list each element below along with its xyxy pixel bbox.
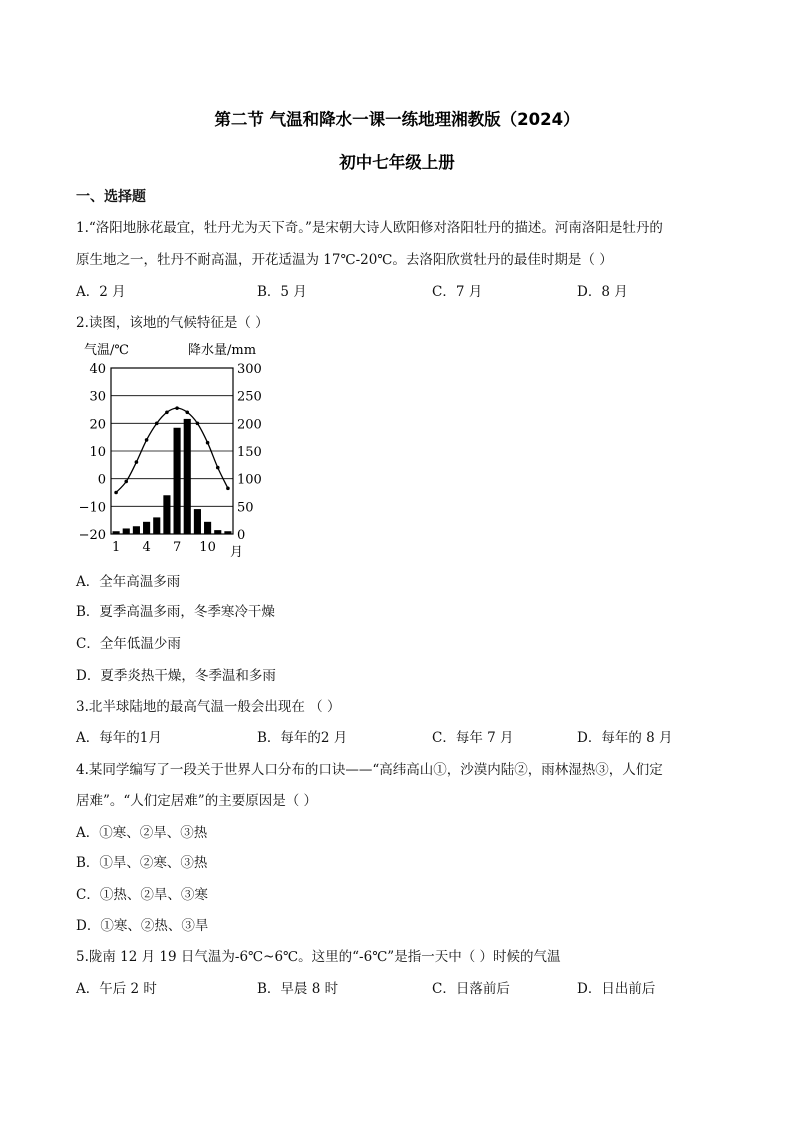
temperature-tick-label: 0 [97,472,106,488]
q1-option-a[interactable]: A．2 月 [76,284,126,300]
q4-option-a[interactable]: A．①寒、②旱、③热 [76,825,208,841]
precipitation-bar [204,522,211,534]
precipitation-tick-label: 50 [237,500,254,516]
precipitation-bar [143,522,150,534]
temperature-point [226,487,230,491]
temperature-tick-label: 40 [89,362,106,377]
q2-option-b[interactable]: B．夏季高温多雨，冬季寒冷干燥 [76,604,275,620]
precipitation-tick-label: 100 [237,472,262,488]
q1-option-d[interactable]: D．8 月 [577,284,628,300]
question-1-line-2: 原生地之一，牡丹不耐高温，开花适温为 17℃-20℃。去洛阳欣赏牡丹的最佳时期是（ ） [76,252,613,268]
temperature-point [185,410,189,414]
precipitation-bar [163,495,170,534]
precipitation-tick-label: 150 [237,445,262,460]
document-title: 第二节 气温和降水一课一练地理湘教版（2024） [214,110,580,129]
precipitation-bar [133,526,140,534]
question-1-line-1: 1.“洛阳地脉花最宜，牡丹尤为天下奇。”是宋朝大诗人欧阳修对洛阳牡丹的描述。河南洛阳是牡丹的 [76,220,663,236]
month-tick-label: 10 [199,540,216,555]
temperature-curve [116,408,228,492]
q3-option-c[interactable]: C．每年 7 月 [432,730,514,746]
climate-chart [76,338,286,566]
precipitation-tick-label: 200 [237,417,262,433]
precipitation-bar [123,528,130,534]
precipitation-tick-label: 300 [237,362,262,377]
q2-option-a[interactable]: A．全年高温多雨 [76,574,181,590]
gridlines [111,396,233,507]
q1-option-b[interactable]: B．5 月 [257,284,307,300]
document-subtitle: 初中七年级上册 [339,153,455,172]
precipitation-bar [174,428,181,534]
month-axis-label: 月 [230,545,244,560]
month-tick-label: 1 [111,540,121,555]
q3-option-a[interactable]: A．每年的1月 [76,730,162,746]
precipitation-bars [113,419,232,534]
temperature-tick-label: 30 [89,389,106,405]
precipitation-bar [184,419,191,534]
precipitation-bar [194,509,201,534]
precipitation-bar [224,531,231,534]
temperature-axis-label: 气温/℃ [84,343,129,358]
temperature-tick-label: −10 [78,500,106,516]
q3-option-b[interactable]: B．每年的2 月 [257,730,348,746]
precipitation-bar [153,517,160,534]
temperature-point [124,480,128,484]
section-heading: 一、选择题 [76,189,146,205]
precipitation-tick-label: 0 [237,528,246,543]
temperature-tick-label: −20 [78,528,106,543]
precipitation-bar [113,531,120,534]
month-tick-label: 7 [172,540,182,555]
temperature-points [114,406,229,494]
q5-option-c[interactable]: C．日落前后 [432,981,510,997]
q3-option-d[interactable]: D．每年的 8 月 [577,730,673,746]
q4-option-b[interactable]: B．①旱、②寒、③热 [76,855,208,871]
q5-option-b[interactable]: B．早晨 8 时 [257,981,339,997]
temperature-point [206,441,210,445]
temperature-tick-label: 20 [89,417,106,433]
temperature-point [155,422,159,426]
question-4-line-2: 居难”。“人们定居难”的主要原因是（ ） [76,793,317,809]
q2-option-c[interactable]: C．全年低温少雨 [76,636,181,652]
month-ticks [112,540,216,555]
month-tick-label: 4 [142,540,151,555]
q4-option-d[interactable]: D．①寒、②热、③旱 [76,918,209,934]
temperature-point [165,410,169,414]
precipitation-bar [214,530,221,534]
temperature-point [175,406,179,410]
q2-option-d[interactable]: D．夏季炎热干燥，冬季温和多雨 [76,668,276,684]
temperature-point [145,438,149,442]
temperature-point [114,491,118,495]
question-3-line-1: 3.北半球陆地的最高气温一般会出现在 （ ） [76,699,341,715]
temperature-point [196,422,200,426]
temperature-ticks [79,362,106,543]
precipitation-axis-label: 降水量/mm [188,343,257,358]
q5-option-a[interactable]: A．午后 2 时 [76,981,157,997]
temperature-point [135,460,139,464]
q5-option-d[interactable]: D．日出前后 [577,981,656,997]
question-5-line-1: 5.陇南 12 月 19 日气温为-6℃~6℃。这里的“-6℃”是指一天中（ ）时候的气温 [76,949,561,965]
temperature-tick-label: 10 [89,445,106,460]
q4-option-c[interactable]: C．①热、②旱、③寒 [76,887,208,903]
q1-option-c[interactable]: C．7 月 [432,284,483,300]
temperature-point [216,466,220,470]
question-4-line-1: 4.某同学编写了一段关于世界人口分布的口诀——“高纬高山①，沙漠内陆②，雨林湿热③，人们定 [76,762,663,778]
precipitation-ticks [237,362,262,543]
question-2-line-1: 2.读图，该地的气候特征是（ ） [76,315,269,331]
precipitation-tick-label: 250 [237,389,262,405]
